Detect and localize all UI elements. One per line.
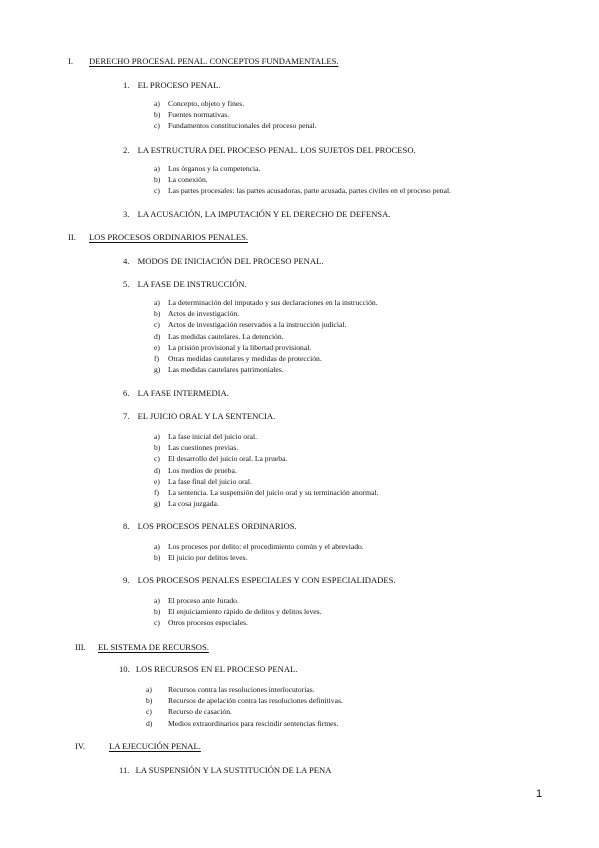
topic-number: 5. bbox=[123, 279, 130, 289]
list-item: b) El juicio por delitos leves. bbox=[154, 553, 248, 563]
topic-heading bbox=[123, 388, 229, 398]
list-item: d) Medios extraordinarios para rescindir sentencias firmes. bbox=[146, 718, 339, 728]
topic-number: 7. bbox=[123, 411, 130, 421]
topic-number: 10. bbox=[119, 664, 130, 674]
topic-title: LA ACUSACIÓN, LA IMPUTACIÓN Y EL DERECHO DE DEFENSA. bbox=[137, 209, 391, 219]
list-item: b) Actos de investigación. bbox=[154, 309, 240, 319]
topic-number: 4. bbox=[123, 256, 130, 266]
list-item: a) La determinación del imputado y sus declaraciones en la instrucción. bbox=[154, 298, 378, 307]
topic-number: 3. bbox=[123, 209, 130, 219]
page-number: 1 bbox=[536, 788, 543, 800]
list-item: g) Las medidas cautelares patrimoniales. bbox=[154, 365, 284, 375]
list-item: a) Concepto, objeto y fines. bbox=[154, 99, 245, 108]
topic-heading bbox=[123, 145, 416, 155]
topic-heading bbox=[123, 575, 396, 585]
list-item: f) La sentencia. La suspensión del juicio oral y su terminación anormal. bbox=[154, 488, 379, 498]
topic-title: EL PROCESO PENAL. bbox=[137, 80, 221, 90]
subtopic-list bbox=[154, 595, 322, 629]
topic-title: LOS PROCESOS PENALES ORDINARIOS. bbox=[137, 521, 297, 531]
part-number: III. bbox=[75, 642, 86, 652]
list-item: c) Las partes procesales: las partes acusadoras, parte acusada, partes civiles en el proceso penal. bbox=[154, 186, 451, 196]
part-number: II. bbox=[68, 232, 76, 242]
list-item: e) La prisión provisional y la libertad provisional. bbox=[154, 342, 312, 352]
topic-heading bbox=[123, 521, 297, 531]
topic-title: MODOS DE INICIACIÓN DEL PROCESO PENAL. bbox=[137, 256, 324, 266]
part-heading bbox=[68, 232, 248, 242]
list-item: c) Otros procesos especiales. bbox=[154, 618, 248, 628]
list-item: c) Actos de investigación reservados a la instrucción judicial. bbox=[154, 320, 347, 330]
subtopic-list bbox=[154, 297, 378, 375]
part-number: IV. bbox=[75, 741, 86, 751]
part-title: EL SISTEMA DE RECURSOS. bbox=[98, 642, 209, 652]
list-item: b) Fuentes normativas. bbox=[154, 110, 230, 120]
subtopic-list bbox=[154, 98, 317, 132]
list-item: c) Recurso de casación. bbox=[146, 707, 232, 717]
list-item: b) Las cuestiones previas. bbox=[154, 443, 239, 453]
topic-number: 1. bbox=[123, 80, 130, 90]
list-item: c) Fundamentos constitucionales del proceso penal. bbox=[154, 121, 317, 131]
topic-number: 11. bbox=[119, 765, 130, 775]
list-item: a) Recursos contra las resoluciones interlocutorias. bbox=[146, 685, 315, 694]
part-heading bbox=[75, 642, 209, 652]
topic-number: 2. bbox=[123, 145, 130, 155]
list-item: a) El proceso ante Jurado. bbox=[154, 596, 239, 605]
part-heading bbox=[75, 741, 201, 751]
list-item: a) La fase inicial del juicio oral. bbox=[154, 432, 257, 441]
subtopic-list bbox=[146, 684, 343, 729]
topic-number: 9. bbox=[123, 575, 130, 585]
topic-number: 8. bbox=[123, 521, 130, 531]
part-title: LOS PROCESOS ORDINARIOS PENALES. bbox=[89, 232, 249, 242]
list-item: c) El desarrollo del juicio oral. La prueba. bbox=[154, 454, 288, 464]
topic-title: EL JUICIO ORAL Y LA SENTENCIA. bbox=[137, 411, 276, 421]
topic-heading bbox=[123, 411, 275, 421]
part-number: I. bbox=[68, 56, 74, 66]
topic-title: LOS RECURSOS EN EL PROCESO PENAL. bbox=[135, 664, 298, 674]
part-title: DERECHO PROCESAL PENAL. CONCEPTOS FUNDAMENTALES. bbox=[89, 56, 339, 66]
list-item: b) Recursos de apelación contra las resoluciones definitivas. bbox=[146, 696, 343, 706]
topic-number: 6. bbox=[123, 388, 130, 398]
subtopic-list bbox=[154, 163, 451, 197]
topic-title: LA FASE DE INSTRUCCIÓN. bbox=[137, 279, 247, 289]
list-item: d) Los medios de prueba. bbox=[154, 465, 237, 475]
list-item: e) La fase final del juicio oral. bbox=[154, 476, 252, 486]
topic-heading bbox=[123, 80, 221, 90]
part-title: LA EJECUCIÓN PENAL. bbox=[109, 741, 201, 751]
topic-title: LA FASE INTERMEDIA. bbox=[137, 388, 229, 398]
list-item: a) Los órganos y la competencia. bbox=[154, 164, 261, 173]
topic-heading bbox=[123, 256, 324, 266]
topic-heading bbox=[123, 279, 247, 289]
list-item: b) La conexión. bbox=[154, 175, 208, 185]
list-item: f) Otras medidas cautelares y medidas de protección. bbox=[154, 354, 322, 364]
topic-title: LOS PROCESOS PENALES ESPECIALES Y CON ESPECIALIDADES. bbox=[137, 575, 396, 585]
list-item: a) Los procesos por delito: el procedimiento común y el abreviado. bbox=[154, 542, 364, 551]
topic-heading bbox=[119, 664, 297, 674]
topic-heading bbox=[119, 765, 331, 775]
topic-title: LA ESTRUCTURA DEL PROCESO PENAL. LOS SUJETOS DEL PROCESO. bbox=[137, 145, 416, 155]
list-item: d) Las medidas cautelares. La detención. bbox=[154, 331, 284, 341]
topic-title: LA SUSPENSIÓN Y LA SUSTITUCIÓN DE LA PENA bbox=[135, 765, 332, 775]
list-item: b) El enjuiciamiento rápido de delitos y delitos leves. bbox=[154, 607, 322, 617]
subtopic-list bbox=[154, 431, 378, 509]
part-heading bbox=[68, 56, 339, 66]
topic-heading bbox=[123, 209, 390, 219]
subtopic-list bbox=[154, 541, 364, 563]
list-item: g) La cosa juzgada. bbox=[154, 499, 219, 509]
